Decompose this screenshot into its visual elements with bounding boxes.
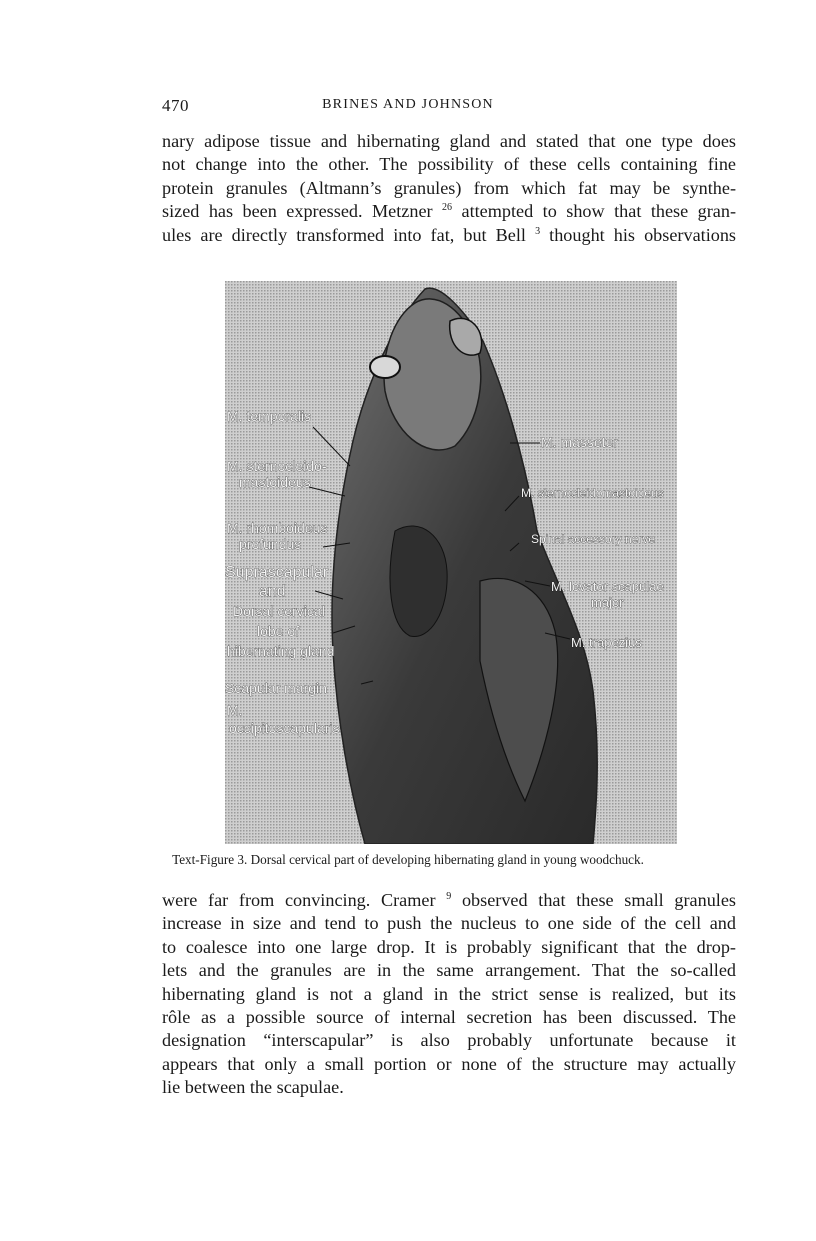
running-head: BRINES AND JOHNSON xyxy=(322,97,494,112)
anatomical-figure xyxy=(225,281,677,844)
label-occipito-1: M. xyxy=(227,702,243,718)
text-line: lets and the granules are in the same arrangement. That the so-called xyxy=(162,960,736,981)
text-line xyxy=(162,200,736,223)
text-line: designation “interscapular” is also probably unfortunate because it xyxy=(162,1030,736,1051)
label-sternocleido-1: M. sternocleido- xyxy=(227,458,327,474)
label-and: and xyxy=(259,583,286,600)
text-line xyxy=(162,889,736,912)
label-sternocleidomastoideus: M. sternocleidomastoideus xyxy=(521,486,664,500)
text-line: protein granules (Altmann’s granules) from which fat may be synthe- xyxy=(162,177,736,198)
label-rhomboideus-2: profundus xyxy=(239,536,302,552)
text-run: thought his observations xyxy=(549,224,737,245)
label-sternocleido-2: mastoideus xyxy=(239,474,311,490)
text-line: nary adipose tissue and hibernating gland and stated that one type does xyxy=(162,131,736,151)
body-paragraph-top xyxy=(162,130,736,247)
label-dorsal-1: Dorsal cervical xyxy=(233,603,325,619)
figure-caption: Text-Figure 3. Dorsal cervical part of developing hibernating gland in young woodchuck. xyxy=(172,852,644,867)
label-rhomboideus-1: M. rhomboideus xyxy=(227,520,328,536)
text-run: observed that these small granules xyxy=(461,890,737,910)
label-occipito-2: occipitoscapularis xyxy=(229,720,340,736)
text-run: attempted to show that these gran- xyxy=(461,201,737,222)
text-line: lie between the scapulae. xyxy=(162,1077,344,1098)
label-trapezius: M. trapezius xyxy=(571,635,642,650)
label-dorsal-2: lobe of xyxy=(257,623,300,639)
text-line xyxy=(162,224,736,247)
text-run: ules are directly transformed into fat, but Bell xyxy=(162,224,526,245)
figure-drawing xyxy=(225,281,677,844)
label-dorsal-3: hibernating gland xyxy=(227,643,335,659)
label-levator-1: M. levator scapulae xyxy=(551,579,664,594)
text-run: were far from convincing. Cramer xyxy=(162,890,436,910)
text-line: to coalesce into one large drop. It is probably significant that the drop- xyxy=(162,936,736,957)
body-paragraph-bottom xyxy=(162,889,736,1100)
label-temporalis: M. temporalis xyxy=(227,408,312,424)
citation-ref: 9 xyxy=(446,890,452,902)
text-line: appears that only a small portion or none of the structure may actually xyxy=(162,1053,736,1074)
text-line: rôle as a possible source of internal secretion has been discussed. The xyxy=(162,1007,736,1028)
citation-ref: 26 xyxy=(442,202,453,214)
label-spinal-accessory-nerve: Spinal accessory nerve xyxy=(531,532,656,546)
eye-socket xyxy=(370,356,400,378)
label-masseter: M. masseter xyxy=(541,434,619,450)
text-run: sized has been expressed. Metzner xyxy=(162,201,433,222)
page-number: 470 xyxy=(162,96,189,115)
text-line: not change into the other. The possibility of these cells containing fine xyxy=(162,154,736,175)
label-levator-2: major xyxy=(591,595,624,610)
label-scapular-margin: Scapular margin xyxy=(225,680,327,696)
citation-ref: 3 xyxy=(535,225,541,237)
label-suprascapular: Suprascapular xyxy=(225,564,329,581)
text-line: increase in size and tend to push the nucleus to one side of the cell and xyxy=(162,913,736,934)
text-line: hibernating gland is not a gland in the strict sense is realized, but its xyxy=(162,983,736,1004)
